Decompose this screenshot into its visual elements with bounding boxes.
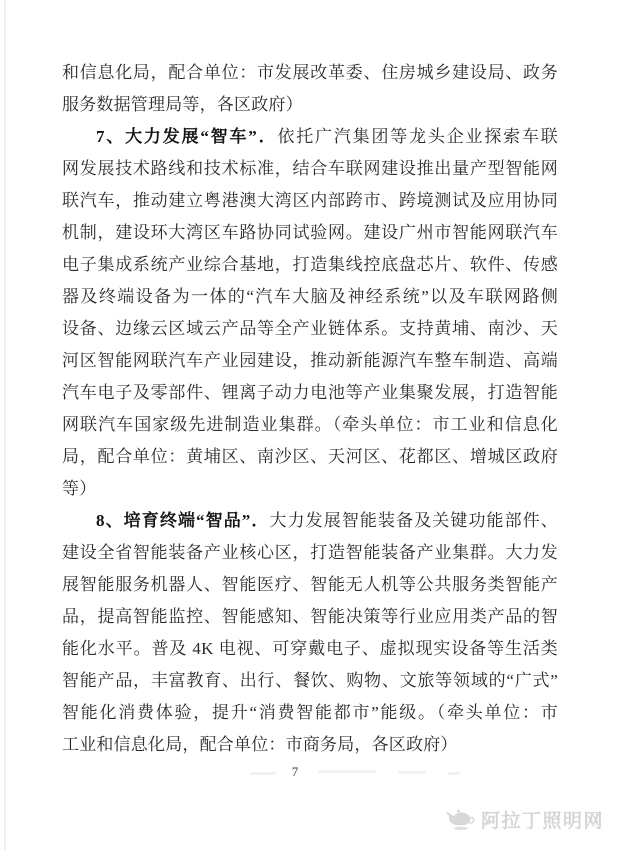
text-line: [62, 345, 558, 377]
heading-segment: 8、培育终端“智品”．: [96, 511, 270, 530]
text-line: [62, 185, 558, 217]
scan-edge-line: [4, 0, 6, 850]
text-line: [62, 313, 558, 345]
text-segment: 能化水平。普及 4K 电视、可穿戴电子、虚拟现实设备等生活类: [62, 639, 558, 658]
text-segment: 依托广汽集团等龙头企业探索车联: [277, 127, 559, 146]
text-line: [62, 473, 558, 505]
text-line: [62, 441, 558, 473]
scan-artifact: [448, 772, 460, 775]
text-line: [62, 537, 558, 569]
text-line: [62, 57, 558, 89]
text-segment: 电子集成系统产业综合基地，打造集线控底盘芯片、软件、传感: [62, 255, 558, 274]
text-segment: 工业和信息化局，配合单位：市商务局，各区政府）: [62, 735, 458, 754]
text-segment: 建设全省智能装备产业核心区，打造智能装备产业集群。大力发: [62, 543, 558, 562]
page-number: 7: [291, 764, 299, 779]
text-line: [62, 505, 558, 537]
text-line: [62, 665, 558, 697]
text-line: [62, 729, 558, 761]
text-segment: 大力发展智能装备及关键功能部件、: [269, 511, 559, 530]
text-line: [62, 409, 558, 441]
text-segment: 联汽车，推动建立粤港澳大湾区内部跨市、跨境测试及应用协同: [62, 191, 558, 210]
text-segment: 和信息化局，配合单位：市发展改革委、住房城乡建设局、政务: [62, 63, 558, 82]
text-line: [62, 569, 558, 601]
watermark-text: 阿拉丁照明网: [480, 811, 604, 832]
text-line: [62, 633, 558, 665]
text-segment: 智能产品，丰富教育、出行、餐饮、购物、文旅等领域的“广式”: [62, 671, 558, 690]
text-segment: 局，配合单位：黄埔区、南沙区、天河区、花都区、增城区政府: [62, 447, 558, 466]
text-line: [62, 697, 558, 729]
text-line: [62, 121, 558, 153]
scan-artifact: [398, 771, 426, 774]
text-segment: 智能化消费体验，提升“消费智能都市”能级。（牵头单位：市: [62, 703, 558, 722]
text-segment: 展智能服务机器人、智能医疗、智能无人机等公共服务类智能产: [62, 575, 558, 594]
text-line: [62, 377, 558, 409]
text-segment: 河区智能网联汽车产业园建设，推动新能源汽车整车制造、高端: [62, 351, 558, 370]
text-line: [62, 217, 558, 249]
text-segment: 网发展技术路线和技术标准，结合车联网建设推出量产型智能网: [62, 159, 558, 178]
aladdin-lamp-icon: [443, 807, 475, 833]
text-segment: 等）: [62, 479, 97, 498]
text-segment: 服务数据管理局等，各区政府）: [62, 95, 303, 114]
text-segment: 汽车电子及零部件、锂离子动力电池等产业集聚发展，打造智能: [62, 383, 558, 402]
watermark: [443, 806, 604, 833]
text-segment: 网联汽车国家级先进制造业集群。（牵头单位：市工业和信息化: [62, 415, 558, 434]
heading-segment: 7、大力发展“智车”．: [96, 127, 278, 146]
text-block: [62, 57, 558, 761]
text-segment: 机制，建设环大湾区车路协同试验网。建设广州市智能网联汽车: [62, 223, 558, 242]
text-segment: 设备、边缘云区域云产品等全产业链体系。支持黄埔、南沙、天: [62, 319, 558, 338]
text-segment: 品，提高智能监控、智能感知、智能决策等行业应用类产品的智: [62, 607, 558, 626]
text-line: [62, 153, 558, 185]
text-line: [62, 281, 558, 313]
text-segment: 器及终端设备为一体的“汽车大脑及神经系统”以及车联网路侧: [62, 287, 558, 306]
text-line: [62, 249, 558, 281]
text-line: [62, 601, 558, 633]
text-line: [62, 89, 558, 121]
